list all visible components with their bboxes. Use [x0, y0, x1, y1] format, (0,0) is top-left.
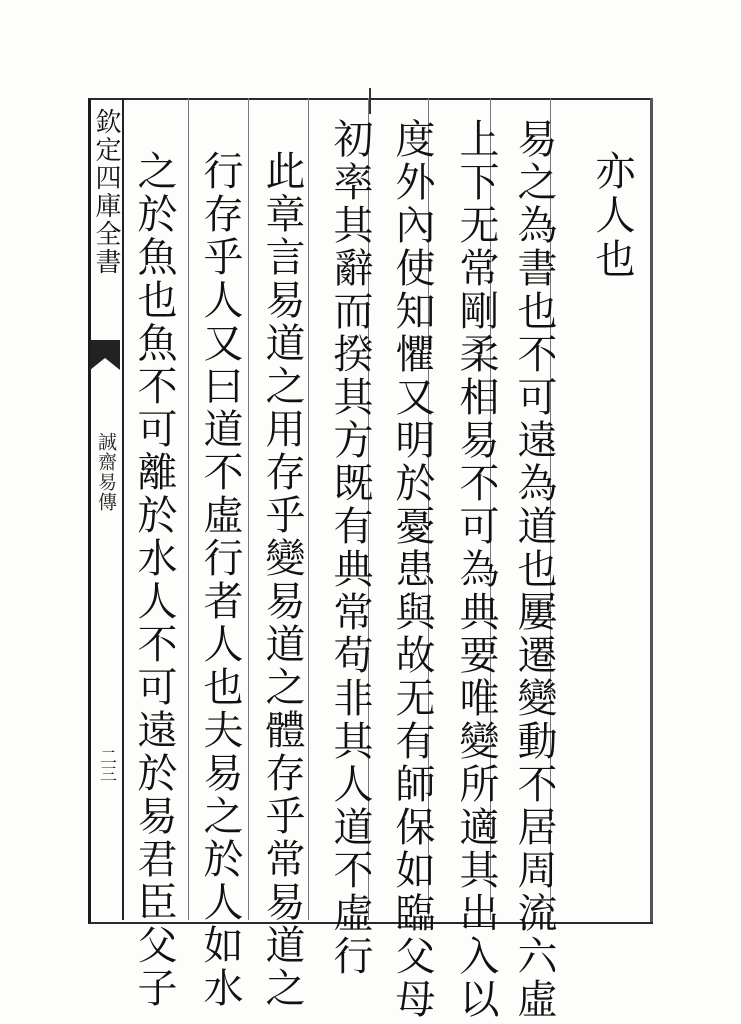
column-divider: [248, 98, 249, 920]
column-divider: [308, 98, 309, 920]
text-column-1: 亦人也: [589, 150, 635, 282]
book-title: 欽定四庫全書: [91, 108, 121, 276]
page-number: 二三: [96, 748, 116, 782]
border-shadow: [650, 98, 653, 922]
text-column-3: 上下无常剛柔相易不可為典要唯變所適其出入以: [453, 118, 499, 1021]
registration-mark: [369, 88, 371, 114]
chapter-title: 誠齋易傳: [95, 432, 117, 512]
text-column-4: 度外內使知懼又明於憂患與故无有師保如臨父母: [389, 118, 435, 1021]
text-column-6: 此章言易道之用存乎變易道之體存乎常易道之: [259, 150, 305, 1010]
text-column-5: 初率其辭而揆其方既有典常苟非其人道不虛行: [327, 118, 373, 978]
column-divider: [188, 98, 189, 920]
text-column-7: 行存乎人又曰道不虛行者人也夫易之於人如水: [197, 150, 243, 1010]
text-column-2: 易之為書也不可遠為道也屢遷變動不居周流六虛: [511, 118, 557, 1021]
text-column-8: 之於魚也魚不可離於水人不可遠於易君臣父子: [131, 150, 177, 1010]
